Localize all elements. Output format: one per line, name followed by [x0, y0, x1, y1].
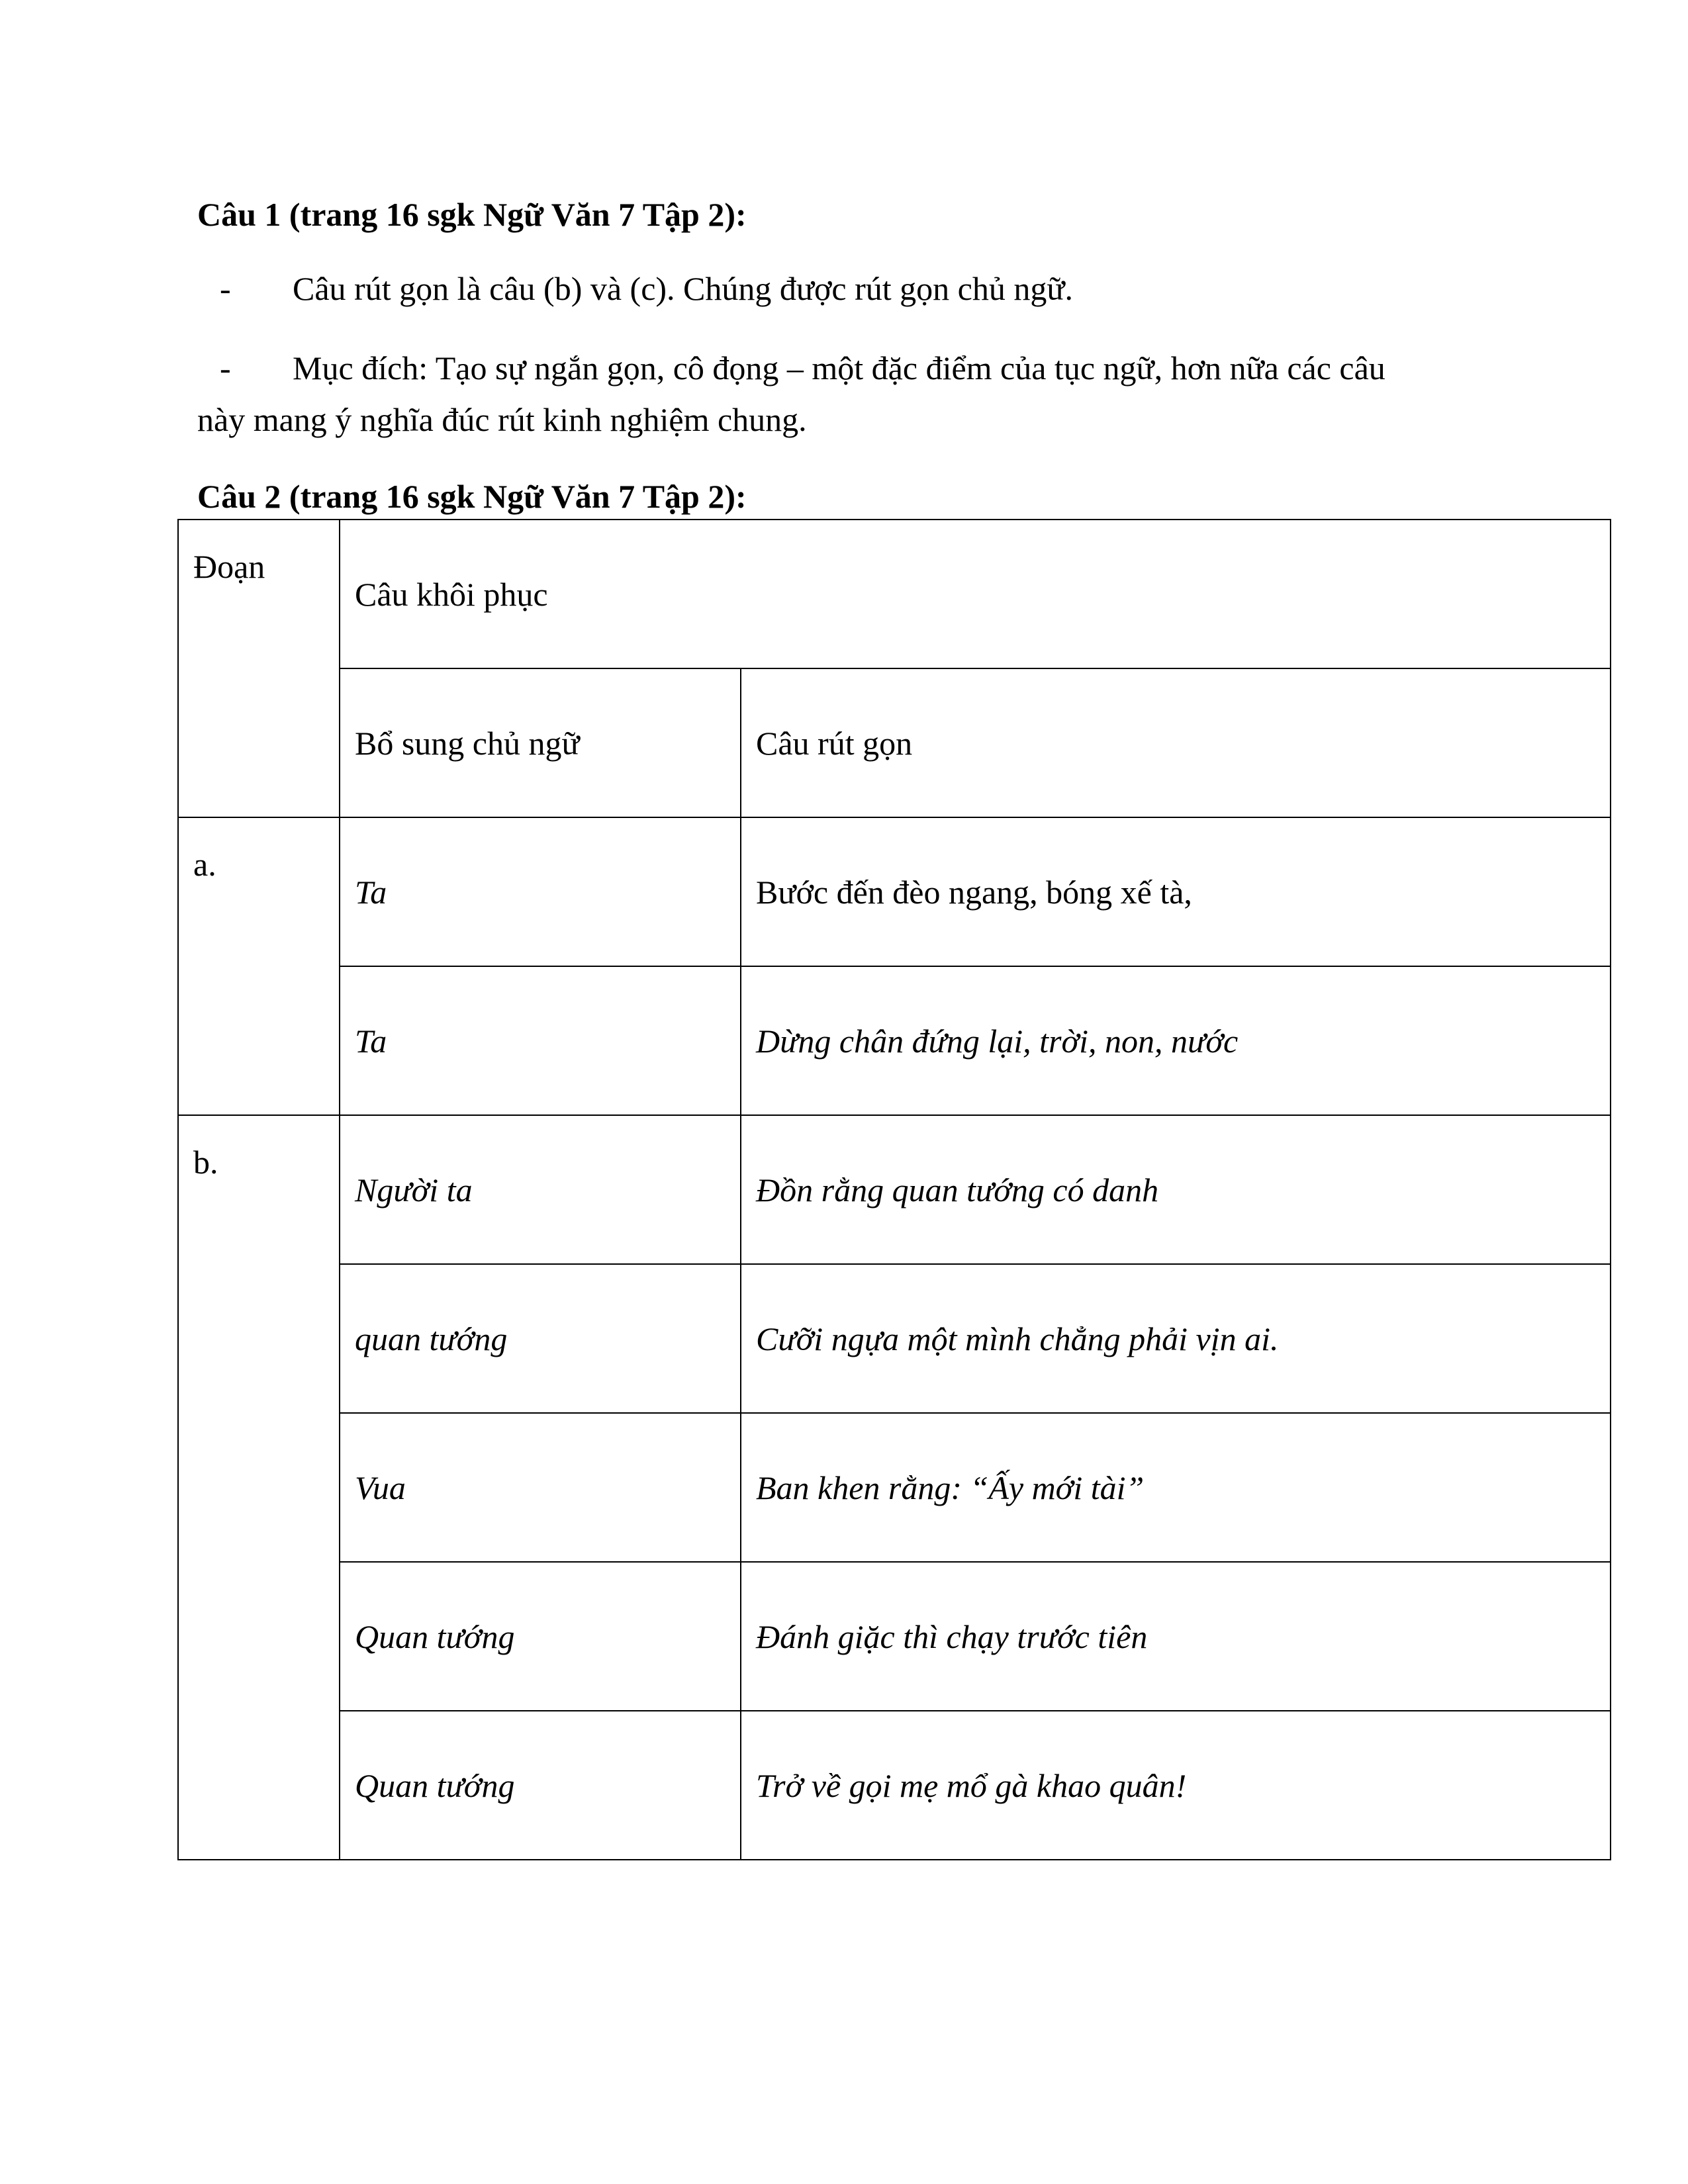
subject-cell: quan tướng	[340, 1264, 741, 1413]
table-subheader-row	[178, 668, 1611, 817]
subject-cell: Vua	[340, 1413, 741, 1562]
subject-cell: Người ta	[340, 1115, 741, 1264]
table-header-row	[178, 520, 1611, 668]
answer-table	[177, 519, 1611, 1860]
sentence-cell: Đồn rằng quan tướng có danh	[741, 1115, 1611, 1264]
subject-cell: Ta	[340, 817, 741, 966]
table-row	[178, 1711, 1611, 1860]
subject-cell: Quan tướng	[340, 1562, 741, 1711]
sentence-cell: Đánh giặc thì chạy trước tiên	[741, 1562, 1611, 1711]
table-row	[178, 966, 1611, 1115]
header-cau-rut-gon: Câu rút gọn	[741, 668, 1611, 817]
header-cau-khoi-phuc: Câu khôi phục	[340, 520, 1611, 668]
bullet-marker: -	[220, 270, 231, 307]
sentence-cell: Ban khen rằng: “Ấy mới tài”	[741, 1413, 1611, 1562]
table-row	[178, 1413, 1611, 1562]
sentence-cell: Bước đến đèo ngang, bóng xế tà,	[741, 817, 1611, 966]
table-row	[178, 1264, 1611, 1413]
header-bo-sung-chu-ngu: Bổ sung chủ ngữ	[340, 668, 741, 817]
bullet-1-text: Câu rút gọn là câu (b) và (c). Chúng được rút gọn chủ ngữ.	[293, 270, 1073, 307]
sentence-cell: Cưỡi ngựa một mình chẳng phải vịn ai.	[741, 1264, 1611, 1413]
header-doan: Đoạn	[178, 520, 340, 817]
question-2-title: Câu 2 (trang 16 sgk Ngữ Văn 7 Tập 2):	[197, 478, 747, 515]
table-row	[178, 1115, 1611, 1264]
sentence-cell: Trở về gọi mẹ mổ gà khao quân!	[741, 1711, 1611, 1860]
group-label: a.	[178, 817, 340, 1115]
table-row	[178, 1562, 1611, 1711]
bullet-2-text: Mục đích: Tạo sự ngắn gọn, cô đọng – một đặc điểm của tục ngữ, hơn nữa các câu	[293, 349, 1385, 387]
subject-cell: Quan tướng	[340, 1711, 741, 1860]
sentence-cell: Dừng chân đứng lại, trời, non, nước	[741, 966, 1611, 1115]
group-label: b.	[178, 1115, 340, 1860]
subject-cell: Ta	[340, 966, 741, 1115]
question-1-title: Câu 1 (trang 16 sgk Ngữ Văn 7 Tập 2):	[197, 196, 747, 233]
bullet-2-continuation: này mang ý nghĩa đúc rút kinh nghiệm chung.	[197, 401, 807, 438]
bullet-marker: -	[220, 349, 231, 387]
table-row	[178, 817, 1611, 966]
